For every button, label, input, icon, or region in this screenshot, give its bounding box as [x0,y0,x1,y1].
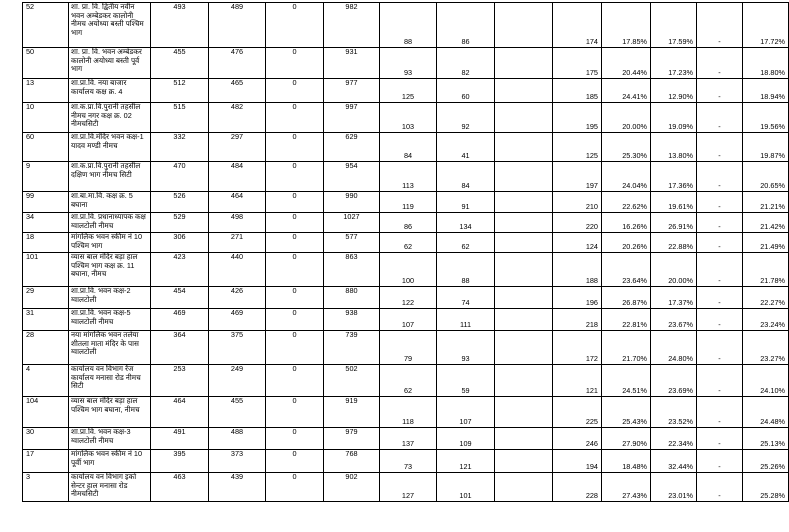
percent-a-cell: 21.70% [602,331,651,365]
blank-cell-cell [495,309,553,331]
total-count-a-cell: 455 [151,48,209,79]
percent-total-cell: 23.24% [743,309,789,331]
count-a-cell: 127 [380,473,437,502]
table-row [23,253,789,287]
count-a-cell: 88 [380,3,437,48]
row-number-cell: 34 [23,213,69,233]
count-a-cell: 118 [380,397,437,428]
total-voters-cell: 863 [324,253,380,287]
total-voters-cell: 919 [324,397,380,428]
count-a-cell: 93 [380,48,437,79]
percent-b-cell: 24.80% [651,331,697,365]
total-count-a-cell: 470 [151,162,209,192]
percent-a-cell: 24.41% [602,79,651,103]
station-name-cell: शा.क.प्रा.वि.पुरानी तहसील दक्षिण भाग नीमच सिटी [69,162,151,192]
total-count-b-cell: 476 [209,48,266,79]
station-name-cell: नया मांगलिक भवन तलेया शीतला माता मंदिर के पास ग्वालटोली [69,331,151,365]
table-row [23,365,789,397]
total-voters-cell: 997 [324,103,380,133]
total-count-b-cell: 271 [209,233,266,253]
count-a-cell: 103 [380,103,437,133]
row-number-cell: 4 [23,365,69,397]
row-number-cell: 10 [23,103,69,133]
count-a-cell: 86 [380,213,437,233]
percent-total-cell: 18.80% [743,48,789,79]
percent-total-cell: 24.10% [743,365,789,397]
percent-a-cell: 18.48% [602,450,651,473]
count-b-cell: 109 [437,428,495,450]
percent-other-cell: - [697,253,743,287]
other-count-cell: 0 [266,3,324,48]
other-count-cell: 0 [266,162,324,192]
percent-b-cell: 23.69% [651,365,697,397]
total-voters-cell: 768 [324,450,380,473]
total-count-a-cell: 253 [151,365,209,397]
percent-b-cell: 17.36% [651,162,697,192]
percent-b-cell: 19.61% [651,192,697,213]
table-row [23,309,789,331]
total-count-b-cell: 465 [209,79,266,103]
count-a-cell: 137 [380,428,437,450]
count-total-cell: 195 [553,103,602,133]
blank-cell-cell [495,253,553,287]
percent-b-cell: 20.00% [651,253,697,287]
percent-a-cell: 22.81% [602,309,651,331]
percent-other-cell: - [697,192,743,213]
other-count-cell: 0 [266,428,324,450]
count-b-cell: 41 [437,133,495,162]
total-count-b-cell: 455 [209,397,266,428]
percent-total-cell: 20.65% [743,162,789,192]
count-total-cell: 174 [553,3,602,48]
percent-other-cell: - [697,103,743,133]
percent-b-cell: 23.67% [651,309,697,331]
count-a-cell: 79 [380,331,437,365]
count-total-cell: 175 [553,48,602,79]
percent-other-cell: - [697,133,743,162]
blank-cell-cell [495,473,553,502]
total-count-b-cell: 297 [209,133,266,162]
total-count-a-cell: 395 [151,450,209,473]
count-b-cell: 60 [437,79,495,103]
percent-total-cell: 19.56% [743,103,789,133]
count-b-cell: 62 [437,233,495,253]
count-b-cell: 82 [437,48,495,79]
percent-other-cell: - [697,48,743,79]
count-total-cell: 225 [553,397,602,428]
blank-cell-cell [495,213,553,233]
other-count-cell: 0 [266,450,324,473]
count-total-cell: 197 [553,162,602,192]
percent-a-cell: 20.44% [602,48,651,79]
count-total-cell: 220 [553,213,602,233]
count-a-cell: 113 [380,162,437,192]
total-count-a-cell: 529 [151,213,209,233]
count-b-cell: 59 [437,365,495,397]
percent-total-cell: 25.28% [743,473,789,502]
table-row [23,133,789,162]
total-count-a-cell: 464 [151,397,209,428]
row-number-cell: 60 [23,133,69,162]
total-count-b-cell: 484 [209,162,266,192]
station-name-cell: शा.बा.मा.वि. कक्ष क्र. 5 बघाना [69,192,151,213]
other-count-cell: 0 [266,331,324,365]
percent-total-cell: 24.48% [743,397,789,428]
table-body [23,3,789,502]
percent-total-cell: 21.21% [743,192,789,213]
table-row [23,331,789,365]
other-count-cell: 0 [266,473,324,502]
count-b-cell: 84 [437,162,495,192]
total-count-a-cell: 512 [151,79,209,103]
total-count-a-cell: 306 [151,233,209,253]
polling-station-table [22,2,789,502]
count-b-cell: 92 [437,103,495,133]
total-count-a-cell: 493 [151,3,209,48]
total-count-b-cell: 498 [209,213,266,233]
count-a-cell: 125 [380,79,437,103]
station-name-cell: कार्यालय वन विभाग इको सेन्टर हाल मनासा रोड नीमचसिटी [69,473,151,502]
count-b-cell: 107 [437,397,495,428]
station-name-cell: शा. प्रा. वि. द्वितीय नवीन भवन अम्बेडकर कालोनी नीमच अयोध्या बस्ती पश्चिम भाग [69,3,151,48]
total-count-b-cell: 439 [209,473,266,502]
table-row [23,79,789,103]
other-count-cell: 0 [266,309,324,331]
percent-total-cell: 25.26% [743,450,789,473]
count-a-cell: 100 [380,253,437,287]
station-name-cell: शा.क.प्रा.वि.पुरानी तहसील नीमच नगर कक्ष क्र. 02 नीमचसिटी [69,103,151,133]
count-b-cell: 93 [437,331,495,365]
total-count-a-cell: 364 [151,331,209,365]
count-total-cell: 172 [553,331,602,365]
percent-other-cell: - [697,331,743,365]
total-count-b-cell: 440 [209,253,266,287]
total-count-b-cell: 375 [209,331,266,365]
total-count-a-cell: 454 [151,287,209,309]
percent-a-cell: 22.62% [602,192,651,213]
percent-b-cell: 12.90% [651,79,697,103]
station-name-cell: शा.प्रा.वि. नया बाजार कार्यालय कक्ष क्र. 4 [69,79,151,103]
row-number-cell: 18 [23,233,69,253]
row-number-cell: 99 [23,192,69,213]
percent-total-cell: 21.42% [743,213,789,233]
table-row [23,103,789,133]
count-b-cell: 134 [437,213,495,233]
count-total-cell: 210 [553,192,602,213]
count-total-cell: 124 [553,233,602,253]
total-count-b-cell: 488 [209,428,266,450]
count-total-cell: 196 [553,287,602,309]
percent-total-cell: 21.49% [743,233,789,253]
count-a-cell: 62 [380,233,437,253]
row-number-cell: 52 [23,3,69,48]
table-row [23,397,789,428]
blank-cell-cell [495,192,553,213]
count-b-cell: 74 [437,287,495,309]
count-a-cell: 122 [380,287,437,309]
percent-other-cell: - [697,397,743,428]
table-row [23,233,789,253]
blank-cell-cell [495,365,553,397]
table-row [23,287,789,309]
other-count-cell: 0 [266,397,324,428]
other-count-cell: 0 [266,133,324,162]
percent-a-cell: 16.26% [602,213,651,233]
station-name-cell: शा.प्रा.वि. प्रधानाध्यापक कक्ष ग्वालटोली नीमच [69,213,151,233]
percent-b-cell: 23.52% [651,397,697,428]
table-row [23,450,789,473]
station-name-cell: शा.प्रा.वि.मंदिर भवन कक्ष-1 यादव मण्डी नीमच [69,133,151,162]
total-voters-cell: 977 [324,79,380,103]
station-name-cell: शा.प्रा.वि. भवन कक्ष-5 ग्वालटोली नीमच [69,309,151,331]
total-voters-cell: 979 [324,428,380,450]
count-total-cell: 185 [553,79,602,103]
blank-cell-cell [495,450,553,473]
total-voters-cell: 902 [324,473,380,502]
percent-a-cell: 26.87% [602,287,651,309]
percent-other-cell: - [697,309,743,331]
row-number-cell: 13 [23,79,69,103]
percent-other-cell: - [697,3,743,48]
total-count-b-cell: 249 [209,365,266,397]
percent-a-cell: 24.51% [602,365,651,397]
total-count-b-cell: 469 [209,309,266,331]
count-b-cell: 88 [437,253,495,287]
percent-total-cell: 21.78% [743,253,789,287]
count-a-cell: 107 [380,309,437,331]
percent-b-cell: 13.80% [651,133,697,162]
row-number-cell: 50 [23,48,69,79]
table-row [23,162,789,192]
other-count-cell: 0 [266,365,324,397]
count-total-cell: 188 [553,253,602,287]
table-row [23,192,789,213]
percent-b-cell: 22.88% [651,233,697,253]
table-row [23,473,789,502]
percent-total-cell: 18.94% [743,79,789,103]
count-total-cell: 194 [553,450,602,473]
station-name-cell: व्यास बाल मंदिर बड़ा हाल पश्चिम भाग कक्ष क्र. 11 बघाना, नीमच [69,253,151,287]
row-number-cell: 31 [23,309,69,331]
other-count-cell: 0 [266,253,324,287]
percent-b-cell: 17.59% [651,3,697,48]
percent-a-cell: 27.43% [602,473,651,502]
row-number-cell: 28 [23,331,69,365]
blank-cell-cell [495,79,553,103]
count-a-cell: 119 [380,192,437,213]
station-name-cell: व्यास बाल मंदिर बड़ा हाल पश्चिम भाग बघाना, नीमच [69,397,151,428]
total-voters-cell: 938 [324,309,380,331]
other-count-cell: 0 [266,103,324,133]
total-voters-cell: 982 [324,3,380,48]
percent-total-cell: 23.27% [743,331,789,365]
percent-other-cell: - [697,233,743,253]
count-a-cell: 62 [380,365,437,397]
total-count-a-cell: 332 [151,133,209,162]
percent-other-cell: - [697,428,743,450]
total-voters-cell: 931 [324,48,380,79]
percent-other-cell: - [697,287,743,309]
percent-b-cell: 23.01% [651,473,697,502]
total-voters-cell: 1027 [324,213,380,233]
count-b-cell: 111 [437,309,495,331]
row-number-cell: 104 [23,397,69,428]
percent-a-cell: 20.26% [602,233,651,253]
row-number-cell: 9 [23,162,69,192]
total-count-b-cell: 464 [209,192,266,213]
count-total-cell: 125 [553,133,602,162]
station-name-cell: कार्यालय वन विभाग रेंज कार्यालय मनासा रोड नीमच सिटी [69,365,151,397]
total-voters-cell: 502 [324,365,380,397]
table-row [23,48,789,79]
blank-cell-cell [495,48,553,79]
station-name-cell: मांगलिक भवन स्कीम नं 10 पश्चिम भाग [69,233,151,253]
count-total-cell: 121 [553,365,602,397]
count-b-cell: 121 [437,450,495,473]
percent-total-cell: 22.27% [743,287,789,309]
count-b-cell: 101 [437,473,495,502]
total-count-b-cell: 426 [209,287,266,309]
percent-b-cell: 22.34% [651,428,697,450]
blank-cell-cell [495,397,553,428]
table-row [23,213,789,233]
percent-other-cell: - [697,450,743,473]
percent-b-cell: 17.23% [651,48,697,79]
blank-cell-cell [495,133,553,162]
total-voters-cell: 990 [324,192,380,213]
total-count-a-cell: 526 [151,192,209,213]
percent-b-cell: 19.09% [651,103,697,133]
total-count-b-cell: 482 [209,103,266,133]
row-number-cell: 30 [23,428,69,450]
count-b-cell: 91 [437,192,495,213]
total-voters-cell: 954 [324,162,380,192]
count-total-cell: 228 [553,473,602,502]
total-count-a-cell: 491 [151,428,209,450]
percent-a-cell: 25.30% [602,133,651,162]
total-count-a-cell: 515 [151,103,209,133]
total-count-a-cell: 469 [151,309,209,331]
other-count-cell: 0 [266,233,324,253]
row-number-cell: 29 [23,287,69,309]
blank-cell-cell [495,287,553,309]
count-a-cell: 84 [380,133,437,162]
other-count-cell: 0 [266,213,324,233]
percent-b-cell: 17.37% [651,287,697,309]
other-count-cell: 0 [266,192,324,213]
percent-other-cell: - [697,365,743,397]
table-row [23,428,789,450]
total-voters-cell: 629 [324,133,380,162]
total-voters-cell: 577 [324,233,380,253]
percent-total-cell: 17.72% [743,3,789,48]
station-name-cell: शा. प्रा. वि. भवन अम्बेडकर कालोनी अयोध्या बस्ती पूर्व भाग [69,48,151,79]
count-b-cell: 86 [437,3,495,48]
total-count-b-cell: 489 [209,3,266,48]
percent-b-cell: 26.91% [651,213,697,233]
percent-other-cell: - [697,473,743,502]
percent-a-cell: 24.04% [602,162,651,192]
percent-b-cell: 32.44% [651,450,697,473]
count-total-cell: 218 [553,309,602,331]
total-count-a-cell: 463 [151,473,209,502]
percent-a-cell: 27.90% [602,428,651,450]
percent-other-cell: - [697,79,743,103]
blank-cell-cell [495,3,553,48]
count-a-cell: 73 [380,450,437,473]
other-count-cell: 0 [266,287,324,309]
percent-a-cell: 17.85% [602,3,651,48]
blank-cell-cell [495,428,553,450]
percent-total-cell: 19.87% [743,133,789,162]
percent-other-cell: - [697,213,743,233]
row-number-cell: 3 [23,473,69,502]
other-count-cell: 0 [266,48,324,79]
count-total-cell: 246 [553,428,602,450]
blank-cell-cell [495,233,553,253]
percent-a-cell: 25.43% [602,397,651,428]
station-name-cell: शा.प्रा.वि. भवन कक्ष-2 ग्वालटोली [69,287,151,309]
row-number-cell: 17 [23,450,69,473]
percent-total-cell: 25.13% [743,428,789,450]
percent-a-cell: 20.00% [602,103,651,133]
station-name-cell: मांगलिक भवन स्कीम नं 10 पूर्वी भाग [69,450,151,473]
blank-cell-cell [495,331,553,365]
table-row [23,3,789,48]
total-voters-cell: 880 [324,287,380,309]
total-count-a-cell: 423 [151,253,209,287]
row-number-cell: 101 [23,253,69,287]
blank-cell-cell [495,162,553,192]
station-name-cell: शा.प्रा.वि. भवन कक्ष-3 ग्वालटोली नीमच [69,428,151,450]
other-count-cell: 0 [266,79,324,103]
percent-a-cell: 23.64% [602,253,651,287]
total-count-b-cell: 373 [209,450,266,473]
percent-other-cell: - [697,162,743,192]
blank-cell-cell [495,103,553,133]
total-voters-cell: 739 [324,331,380,365]
